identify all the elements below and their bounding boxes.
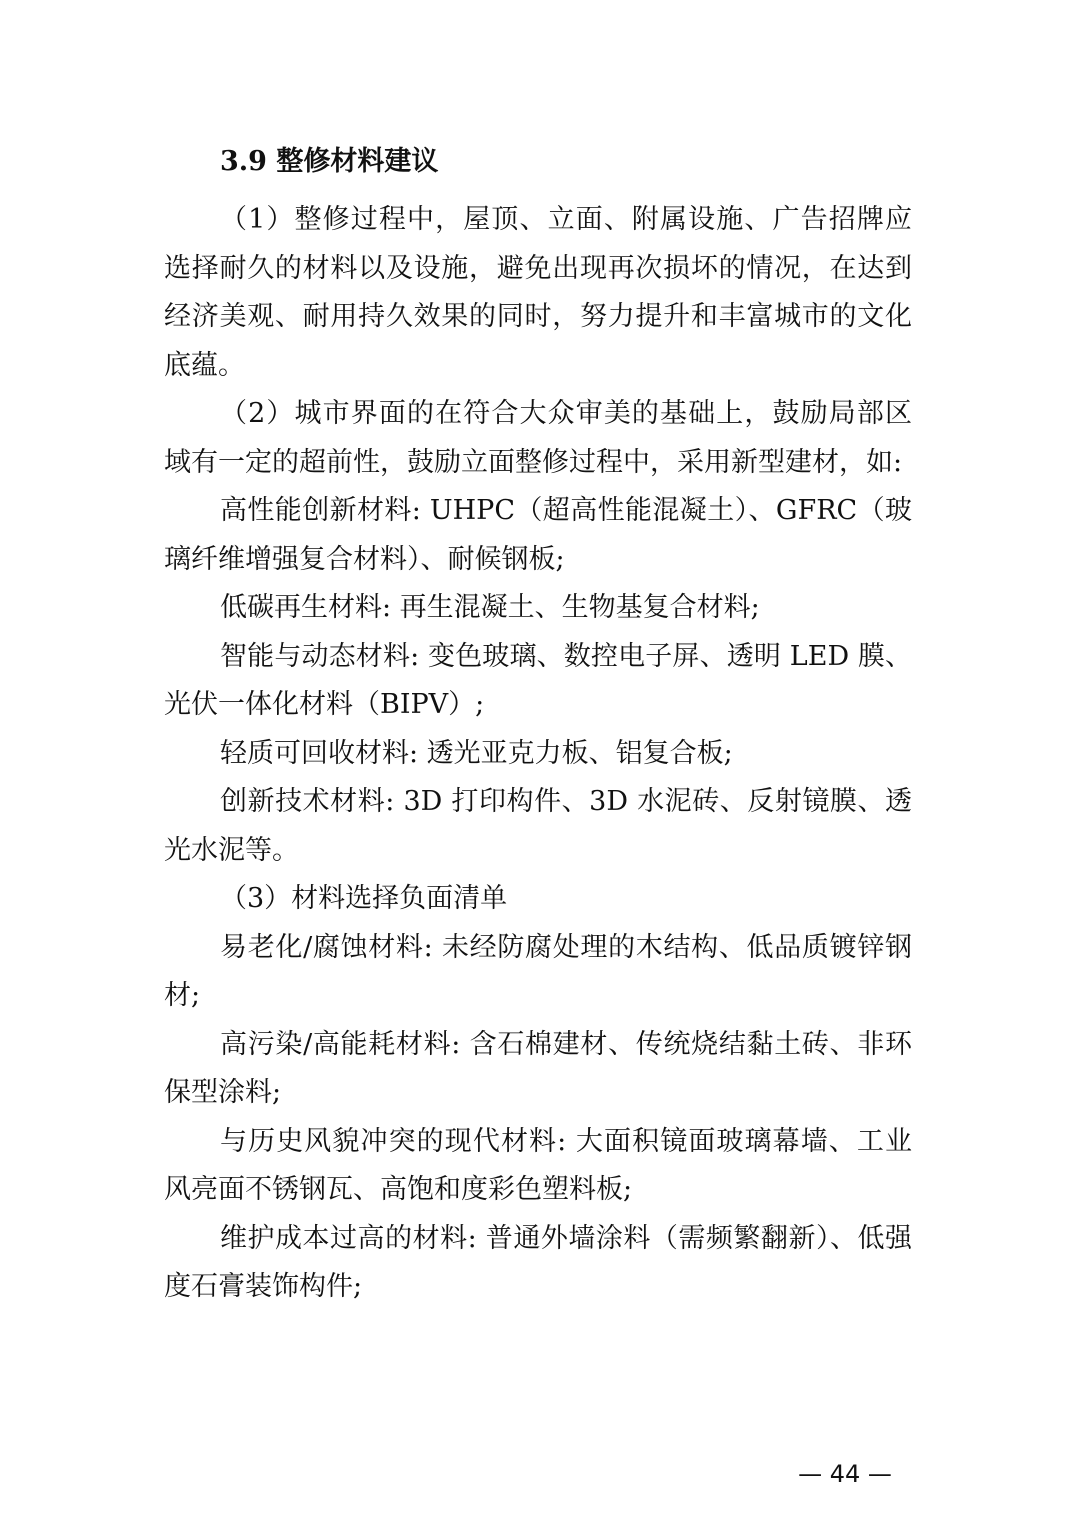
page-number: — 44 —: [798, 1460, 892, 1488]
paragraph-10: 高污染/高能耗材料: 含石棉建材、传统烧结黏土砖、非环保型涂料;: [164, 1028, 912, 1108]
paragraph-5: 智能与动态材料: 变色玻璃、数控电子屏、透明 LED 膜、光伏一体化材料（BIPV）;: [164, 640, 912, 720]
paragraph-6: 轻质可回收材料: 透光亚克力板、铝复合板;: [220, 737, 733, 769]
paragraph-1: （1）整修过程中，屋顶、立面、附属设施、广告招牌应选择耐久的材料以及设施，避免出现再次损坏的情况，在达到经济美观、耐用持久效果的同时，努力提升和丰富城市的文化底蕴。: [164, 204, 912, 381]
paragraph-2: （2）城市界面的在符合大众审美的基础上，鼓励局部区域有一定的超前性，鼓励立面整修过程中，采用新型建材，如:: [164, 398, 912, 478]
paragraph-4: 低碳再生材料: 再生混凝土、生物基复合材料;: [220, 592, 760, 623]
paragraph-11: 与历史风貌冲突的现代材料: 大面积镜面玻璃幕墙、工业风亮面不锈钢瓦、高饱和度彩色塑料板;: [164, 1125, 912, 1205]
paragraph-9: 易老化/腐蚀材料: 未经防腐处理的木结构、低品质镀锌钢材;: [164, 931, 912, 1011]
section-heading: 3.9 整修材料建议: [220, 146, 439, 177]
paragraph-7: 创新技术材料: 3D 打印构件、3D 水泥砖、反射镜膜、透光水泥等。: [164, 786, 912, 866]
paragraph-12: 维护成本过高的材料: 普通外墙涂料（需频繁翻新）、低强度石膏装饰构件;: [164, 1222, 912, 1302]
body-text: [164, 196, 912, 1312]
paragraph-3: 高性能创新材料: UHPC（超高性能混凝土）、GFRC（玻璃纤维增强复合材料）、耐候钢板;: [164, 495, 912, 575]
paragraph-8: （3）材料选择负面清单: [220, 883, 508, 914]
